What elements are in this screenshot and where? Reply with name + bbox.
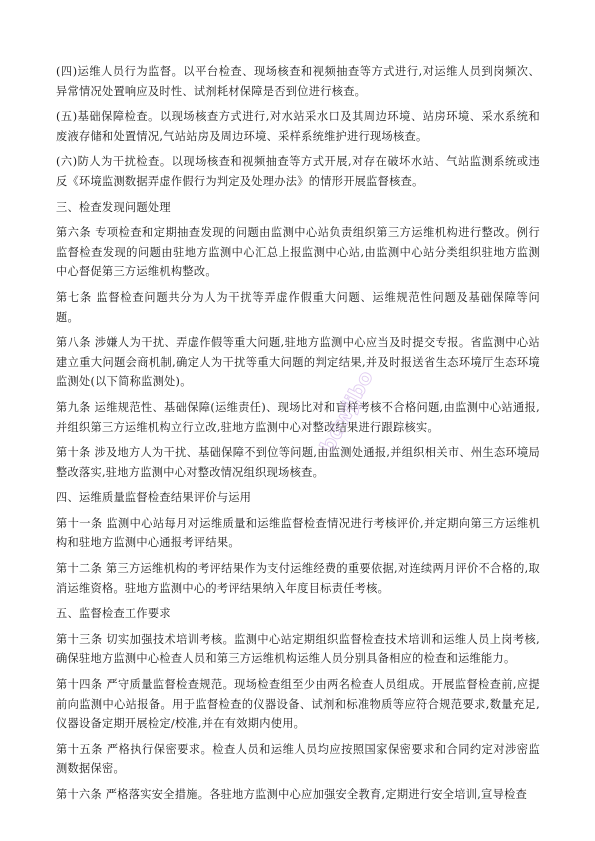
article-9: 第九条 运维规范性、基础保障(运维责任)、现场比对和盲样考核不合格问题,由监测中心站通报,并组织第三方运维机构立行立改,驻地方监测中心对整改结果进行跟踪核实。: [56, 400, 540, 434]
section-heading-3: 三、检查发现问题处理: [56, 200, 171, 214]
article-6: 第六条 专项检查和定期抽查发现的问题由监测中心站负责组织第三方运维机构进行整改。例行监督检查发现的问题由驻地方监测中心汇总上报监测中心站,由监测中心站分类组织驻地方监测中心督促第三方运维机构整改。: [56, 226, 540, 279]
document-body: [56, 62, 540, 811]
article-8: 第八条 涉嫌人为干扰、弄虚作假等重大问题,驻地方监测中心应当及时提交专报。省监测中心站建立重大问题会商机制,确定人为干扰等重大问题的判定结果,并及时报送省生态环境厅生态环境监测处(以下简称监测处)。: [56, 336, 540, 389]
article-11: 第十一条 监测中心站每月对运维质量和运维监督检查情况进行考核评价,并定期向第三方运维机构和驻地方监测中心通报考评结果。: [56, 516, 540, 550]
article-15: 第十五条 严格执行保密要求。检查人员和运维人员均应按照国家保密要求和合同约定对涉密监测数据保密。: [56, 742, 540, 776]
paragraph-basic-support-check: (五)基础保障检查。以现场核查方式进行,对水站采水口及其周边环境、站房环境、采水系统和废液存储和处置情况,气站站房及周边环境、采样系统维护进行现场核查。: [56, 110, 540, 143]
paragraph-anti-interference-check: (六)防人为干扰检查。以现场核查和视频抽查等方式开展,对存在破坏水站、气站监测系统或违反《环境监测数据弄虚作假行为判定及处理办法》的情形开展监督核查。: [56, 155, 540, 188]
article-16: 第十六条 严格落实安全措施。各驻地方监测中心应加强安全教育,定期进行安全培训,宣导检查: [56, 788, 528, 801]
watermark-text: bdwjjbo: [314, 366, 378, 457]
article-7: 第七条 监督检查问题共分为人为干扰等弄虚作假重大问题、运维规范性问题及基础保障等问题。: [56, 290, 540, 324]
section-heading-5: 五、监督检查工作要求: [56, 607, 171, 621]
article-13: 第十三条 切实加强技术培训考核。监测中心站定期组织监督检查技术培训和运维人员上岗考核,确保驻地方监测中心检查人员和第三方运维机构运维人员分别具备相应的检查和运维能力。: [56, 632, 540, 666]
article-10: 第十条 涉及地方人为干扰、基础保障不到位等问题,由监测处通报,并组织相关市、州生态环境局整改落实,驻地方监测中心对整改情况组织现场核查。: [56, 446, 540, 479]
paragraph-personnel-supervision: (四)运维人员行为监督。以平台检查、现场核查和视频抽查等方式进行,对运维人员到岗频次、异常情况处置响应及时性、试剂耗材保障是否到位进行核查。: [56, 65, 540, 98]
article-12: 第十二条 第三方运维机构的考评结果作为支付运维经费的重要依据,对连续两月评价不合格的,取消运维资格。驻地方监测中心的考评结果纳入年度目标责任考核。: [56, 562, 540, 595]
section-heading-4: 四、运维质量监督检查结果评价与运用: [56, 491, 252, 505]
article-14: 第十四条 严守质量监督检查规范。现场检查组至少由两名检查人员组成。开展监督检查前,应提前向监测中心站报备。用于监督检查的仪器设备、试剂和标准物质等应符合规范要求,数量充足,仪器设备定期开展检定/校准,并在有效期内使用。: [56, 678, 540, 731]
